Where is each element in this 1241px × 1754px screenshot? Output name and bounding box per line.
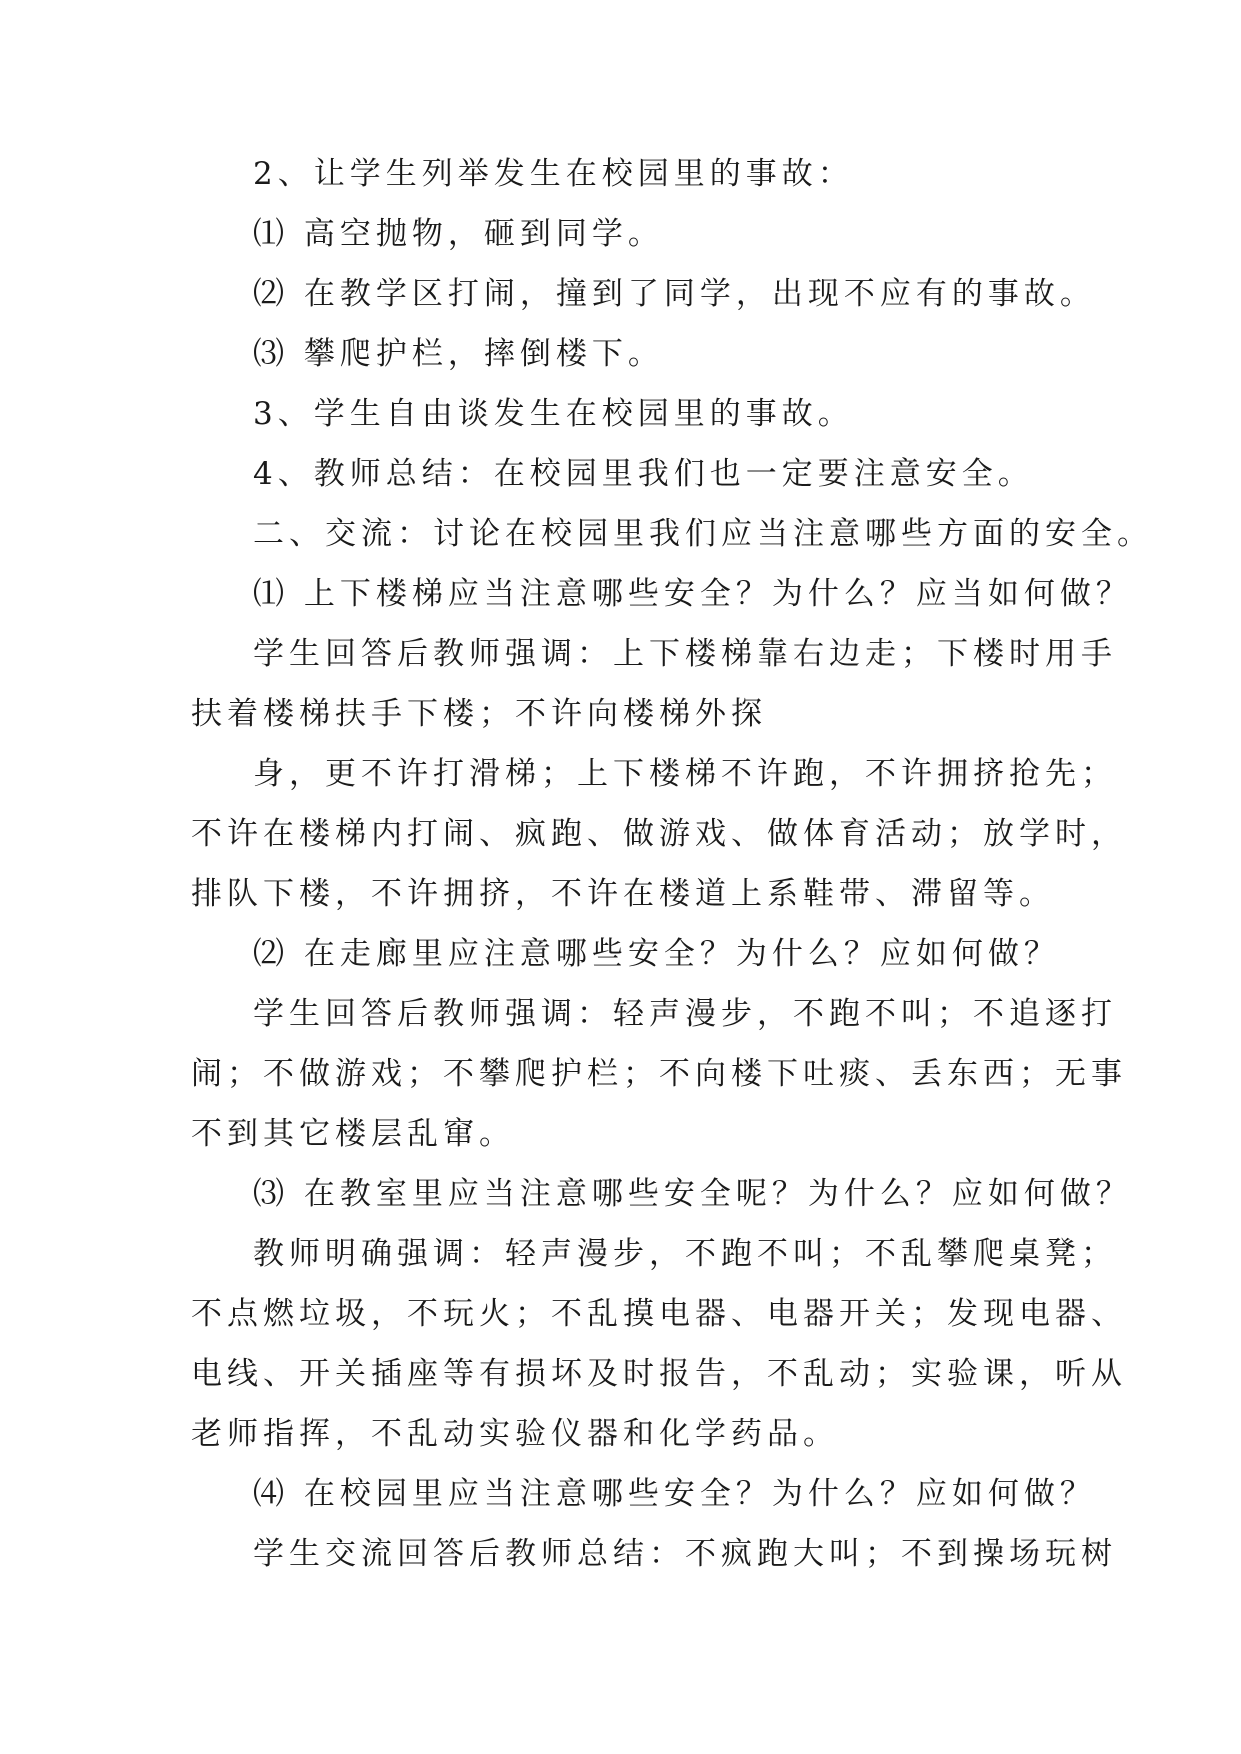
text-line: 电线、开关插座等有损坏及时报告，不乱动；实验课，听从 bbox=[191, 1356, 1127, 1392]
text-line: 3、学生自由谈发生在校园里的事故。 bbox=[253, 396, 854, 432]
text-line: 身，更不许打滑梯；上下楼梯不许跑，不许拥挤抢先； bbox=[253, 756, 1117, 792]
text-line: ⑷ 在校园里应当注意哪些安全？为什么？应如何做？ bbox=[253, 1476, 1096, 1512]
text-line: ⑶ 攀爬护栏，摔倒楼下。 bbox=[253, 336, 664, 372]
text-line: 不许在楼梯内打闹、疯跑、做游戏、做体育活动；放学时， bbox=[191, 816, 1127, 852]
text-line: 4、教师总结：在校园里我们也一定要注意安全。 bbox=[253, 456, 1034, 492]
text-line: ⑵ 在教学区打闹，撞到了同学，出现不应有的事故。 bbox=[253, 276, 1096, 312]
text-line: ⑵ 在走廊里应注意哪些安全？为什么？应如何做？ bbox=[253, 936, 1060, 972]
text-line: 学生交流回答后教师总结：不疯跑大叫；不到操场玩树 bbox=[253, 1536, 1117, 1572]
text-line: 老师指挥，不乱动实验仪器和化学药品。 bbox=[191, 1416, 839, 1452]
section-heading: 二、交流：讨论在校园里我们应当注意哪些方面的安全。 bbox=[253, 516, 1153, 552]
text-line: 学生回答后教师强调：轻声漫步，不跑不叫；不追逐打 bbox=[253, 996, 1117, 1032]
text-line: 不到其它楼层乱窜。 bbox=[191, 1116, 515, 1152]
text-line: 学生回答后教师强调：上下楼梯靠右边走；下楼时用手 bbox=[253, 636, 1117, 672]
text-line: 2、让学生列举发生在校园里的事故： bbox=[253, 156, 854, 192]
text-line: 闹；不做游戏；不攀爬护栏；不向楼下吐痰、丢东西；无事 bbox=[191, 1056, 1127, 1092]
text-line: 不点燃垃圾，不玩火；不乱摸电器、电器开关；发现电器、 bbox=[191, 1296, 1127, 1332]
text-line: 扶着楼梯扶手下楼；不许向楼梯外探 bbox=[191, 696, 767, 732]
text-line: 排队下楼，不许拥挤，不许在楼道上系鞋带、滞留等。 bbox=[191, 876, 1055, 912]
text-line: ⑴ 高空抛物，砸到同学。 bbox=[253, 216, 664, 252]
document-body bbox=[191, 156, 1153, 1598]
text-line: ⑴ 上下楼梯应当注意哪些安全？为什么？应当如何做？ bbox=[253, 576, 1132, 612]
text-line: ⑶ 在教室里应当注意哪些安全呢？为什么？应如何做？ bbox=[253, 1176, 1132, 1212]
text-line: 教师明确强调：轻声漫步，不跑不叫；不乱攀爬桌凳； bbox=[253, 1236, 1117, 1272]
